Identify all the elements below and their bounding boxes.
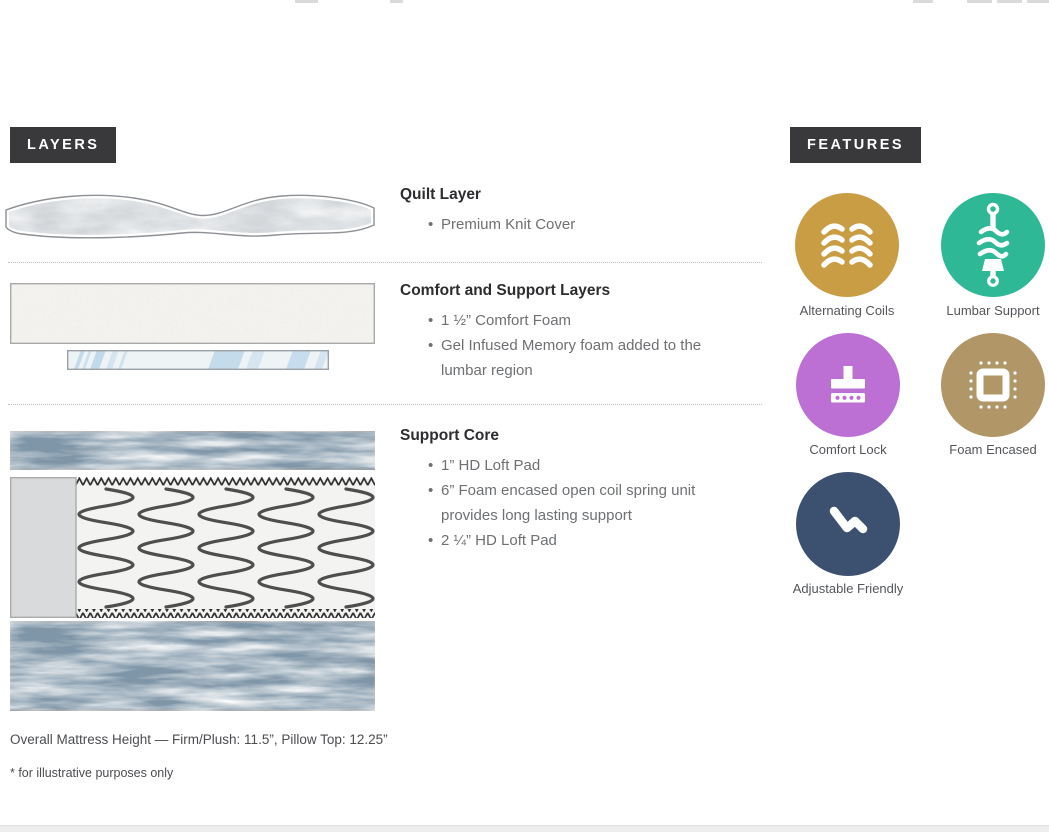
layers-section-header — [10, 127, 116, 163]
layer-bullet: • 1” HD Loft Pad — [428, 453, 741, 478]
feature-label: Alternating Coils — [799, 303, 895, 318]
illustrative-disclaimer: * for illustrative purposes only — [10, 766, 174, 780]
cropped-top-fragment — [967, 0, 992, 3]
support-core-top-pad-illustration — [10, 431, 375, 470]
cropped-top-fragment — [390, 0, 403, 3]
support-core-bottom-pad-illustration — [10, 621, 375, 711]
comfort-layers-text — [400, 281, 745, 383]
layer-bullet-list — [400, 308, 745, 383]
comfort-lock-glyph — [818, 355, 878, 415]
layer-bullet-list — [400, 453, 745, 553]
feature-label: Lumbar Support — [946, 303, 1040, 318]
feature-label: Foam Encased — [949, 442, 1037, 457]
section-divider — [8, 404, 762, 405]
cropped-top-fragment — [1027, 0, 1049, 3]
cropped-top-fragment — [997, 0, 1022, 3]
support-core-text — [400, 426, 745, 553]
layer-bullet: • 1 ½” Comfort Foam — [428, 308, 741, 333]
layer-bullet: • 6” Foam encased open coil spring unit provides long lasting support — [428, 478, 741, 528]
layer-title: Quilt Layer — [400, 186, 481, 203]
foam-encased-glyph — [963, 355, 1023, 415]
coils-glyph — [817, 215, 877, 275]
shock-absorber-glyph — [963, 201, 1023, 289]
adjustable-bed-glyph — [818, 494, 878, 554]
layer-title: Support Core — [400, 427, 500, 444]
layer-title: Comfort and Support Layers — [400, 282, 611, 299]
overall-height-note: Overall Mattress Height — Firm/Plush: 11.5”, Pillow Top: 12.25” — [10, 732, 388, 747]
cropped-top-fragment — [295, 0, 318, 3]
layer-bullet: • Premium Knit Cover — [428, 212, 741, 237]
section-divider — [8, 262, 762, 263]
comfort-foam-illustration — [10, 283, 375, 344]
foam-encased-icon — [941, 333, 1045, 437]
cropped-bottom-section-edge — [0, 825, 1049, 832]
feature-label: Adjustable Friendly — [792, 581, 904, 596]
layer-bullet-list — [400, 212, 745, 237]
comfort-lock-icon — [796, 333, 900, 437]
cropped-top-fragment — [913, 0, 933, 3]
quilt-layer-text — [400, 185, 745, 237]
gel-lumbar-layer-illustration — [67, 350, 329, 370]
quilt-layer-illustration — [4, 187, 376, 245]
lumbar-support-icon — [941, 193, 1045, 297]
features-section-title: FEATURES — [807, 137, 905, 153]
coil-spring-unit-illustration — [10, 477, 375, 618]
layer-bullet: • Gel Infused Memory foam added to the lumbar region — [428, 333, 741, 383]
alternating-coils-icon — [795, 193, 899, 297]
layer-bullet: • 2 ¼” HD Loft Pad — [428, 528, 741, 553]
adjustable-friendly-icon — [796, 472, 900, 576]
feature-label: Comfort Lock — [809, 442, 887, 457]
layers-section-title: LAYERS — [27, 137, 100, 153]
features-section-header — [790, 127, 921, 163]
